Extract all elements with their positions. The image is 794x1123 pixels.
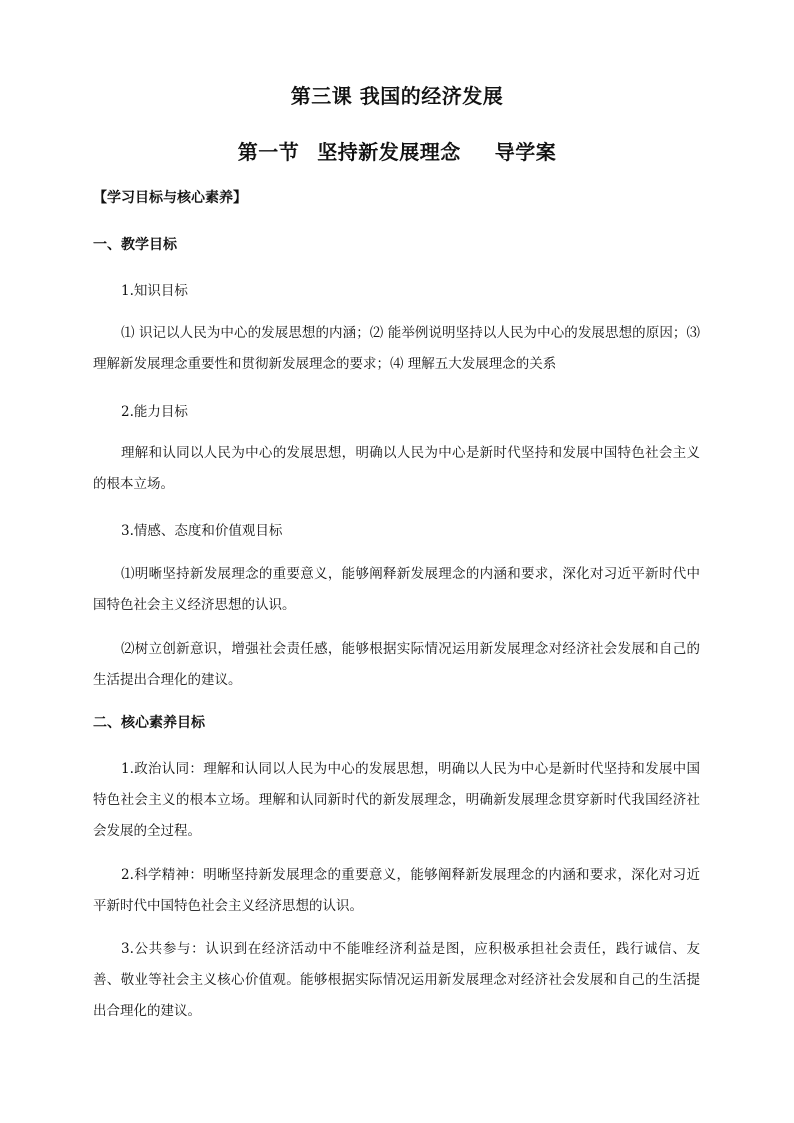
- section-title: [0, 136, 794, 165]
- lesson-title: 第三课 我国的经济发展: [290, 84, 504, 108]
- ability-goal-text: 理解和认同以人民为中心的发展思想，明确以人民为中心是新时代坚持和发展中国特色社会主义的根本立场。: [93, 445, 700, 492]
- section-title-part3: 导学案: [494, 140, 557, 164]
- core-literacy-item-3: 3.公共参与：认识到在经济活动中不能唯经济利益是图，应积极承担社会责任，践行诚信、友善、敬业等社会主义核心价值观。能够根据实际情况运用新发展理念对经济社会发展和自己的生活提出合理化的建议。: [93, 941, 700, 1019]
- section-title-part2: 坚持新发展理念: [317, 140, 461, 164]
- ability-goal-label: 2.能力目标: [121, 404, 188, 420]
- core-literacy-item-1: 1.政治认同：理解和认同以人民为中心的发展思想，明确以人民为中心是新时代坚持和发展中国特色社会主义的根本立场。理解和认同新时代的新发展理念，明确新发展理念贯穿新时代我国经济社会发展的全过程。: [93, 761, 700, 839]
- teaching-goals-heading: 一、教学目标: [93, 237, 177, 253]
- section-title-part1: 第一节: [237, 140, 300, 164]
- knowledge-goal-label: 1.知识目标: [121, 283, 188, 299]
- knowledge-goal-text: ⑴ 识记以人民为中心的发展思想的内涵；⑵ 能举例说明坚持以人民为中心的发展思想的原因；⑶ 理解新发展理念重要性和贯彻新发展理念的要求；⑷ 理解五大发展理念的关系: [93, 325, 700, 372]
- emotion-goal-text-2: ⑵树立创新意识，增强社会责任感，能够根据实际情况运用新发展理念对经济社会发展和自己的生活提出合理化的建议。: [93, 641, 700, 688]
- emotion-goal-text-1: ⑴明晰坚持新发展理念的重要意义，能够阐释新发展理念的内涵和要求，深化对习近平新时代中国特色社会主义经济思想的认识。: [93, 566, 700, 613]
- emotion-goal-label: 3.情感、态度和价值观目标: [121, 523, 283, 539]
- goals-heading: 【学习目标与核心素养】: [93, 190, 247, 206]
- core-literacy-heading: 二、核心素养目标: [93, 715, 205, 731]
- core-literacy-item-2: 2.科学精神：明晰坚持新发展理念的重要意义，能够阐释新发展理念的内涵和要求，深化对习近平新时代中国特色社会主义经济思想的认识。: [93, 867, 700, 914]
